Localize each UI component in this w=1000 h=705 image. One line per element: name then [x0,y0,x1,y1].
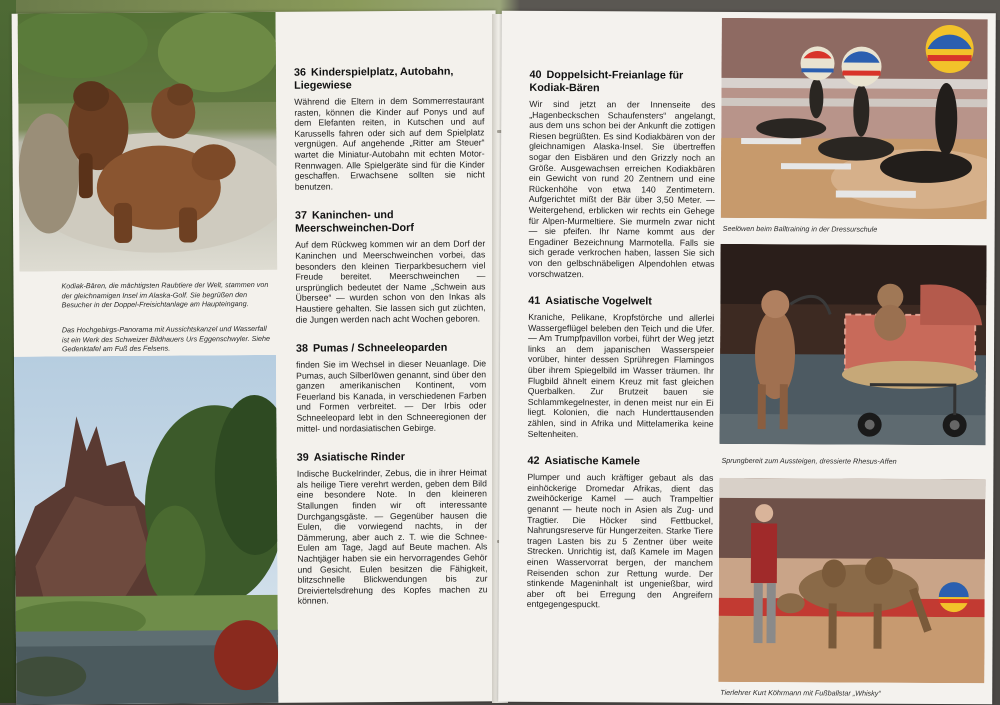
section-42-text: Plumper und auch kräftiger gebaut als das einhöckerige Dromedar Afrikas, dient das zweihöckerige Kamel — auch Trampeltier genannt — heute noch in Asien als Zug- und Tragtier. Die Höcker sind Fettbuckel, Nahrungsreserve für Hungerzeiten. Starke Tiere tragen Lasten bis zu 5 Zentner über weite Strecken. Unrichtig ist, daß Kamele im Magen einen Wasservorrat bergen, der manchem Reisenden schon zur Rettung wurde. Der stinkende Mageninhalt ist ungenießbar, wird aber oft bei Erregung den Angreifern entgegengespuckt. [526,472,714,610]
section-36-text: Während die Eltern in dem Sommerrestaurant rasten, können die Kinder auf Ponys und auf dem Elefanten reiten, in Kutschen und auf Karussells fahren oder sich auf dem Spielplatz vergnügen. Auf angehende „Ritter am Steuer“ wartet die Miniatur-Autobahn mit echten Motor-Rennwagen. Alle Spielgeräte sind für die Kinder geschaffen. Erwachsene sollten sie nicht benutzen. [294,95,485,192]
section-38-title: 38 Pumas / Schneeleoparden [295,341,448,355]
section-36 [294,65,485,192]
bears-caption: Kodiak-Bären, die mächtigsten Raubtiere der Welt, stammen von der gleichnamigen Insel im Alaska-Golf. Sie begrüßen den Besucher in der Doppel-Freisichtanlage am Haupteingang. [61,279,269,310]
trainer-caption: Tierlehrer Kurt Köhrmann mit Fußballstar „Whisky“ [720,687,881,698]
section-38-text: finden Sie im Wechsel in dieser Neuanlage. Die Pumas, auch Silberlöwen genannt, sind über den ganzen amerikanischen Kontinent, vom Feuerland bis Kanada, in verschiedenen Farben und Formen verbreitet. — Der Irbis oder Schneeleopard lebt in den Schneeregionen der mittel- und nordasiatischen Gebirge. [296,358,487,434]
right-page [498,11,996,705]
section-39-title: 39 Asiatische Rinder [296,451,405,464]
section-40-title: 40 Doppelsicht-Freianlage für Kodiak-Bären [529,68,684,95]
section-41 [528,295,715,440]
section-37 [295,209,486,325]
section-40 [528,69,715,280]
left-text-column [294,65,488,606]
section-37-text: Auf dem Rückweg kommen wir an dem Dorf der Kaninchen und Meerschweinchen vorbei, das besonders den kleinen Tierparkbesuchern viel Freude bereitet. Meerschweinchen — ursprünglich bedeutet der Name „Schwein aus Übersee“ — wurden schon von den Inkas als Haustiere gehalten. Sie lassen sich gut züchten, die Jungen werden nach acht Wochen geboren. [295,238,486,325]
bears-photo [18,12,278,272]
section-38 [296,341,487,433]
monkeys-caption: Sprungbereit zum Aussteigen, dressierte Rhesus-Affen [721,455,897,466]
section-36-title: 36 Kinderspielplatz, Autobahn, Liegewiese [293,65,454,92]
right-text-column [527,69,716,611]
panorama-caption: Das Hochgebirgs-Panorama mit Aussichtskanzel und Wasserfall ist ein Werk des Schweizer Bildhauers Urs Eggenschwyler. Siehe Gedenktafel am Fuß des Felsens. [61,323,271,354]
left-page [12,10,501,704]
sealions-photo [721,18,988,219]
section-37-title: 37 Kaninchen- und Meerschweinchen-Dorf [294,209,414,236]
trainer-photo [718,478,985,683]
sealions-caption: Seelöwen beim Balltraining in der Dressurschule [722,223,878,234]
section-40-text: Wir sind jetzt an der Innenseite des „Hagenbeckschen Schaufensters“ angelangt, aus dem uns schon bei der Ankunft die zottigen Riesen begrüßten. Es sind Kodiakbären von der gleichnamigen Alaska-Insel. Sie übertreffen sogar den Eisbären und den Grizzly noch an Größe. Ausgewachsen erreichen Kodiakbären ein Gewicht von rund 20 Zentnern und eine Rückenhöhe von etwa 140 Zentimetern. Aufgerichtet mißt der Bär über 3,50 Meter. — Weitergehend, erblicken wir rechts ein Gehege für Alpen-Murmeltiere. Sie murmeln zwar nicht — sie pfeifen. Ihr Name kommt aus der Engadiner Bezeichnung Marmotella. Falls sie sich gerade verkrochen haben, lassen Sie sich von den gelbschnäbeligen Alpendohlen etwas vorschwatzen. [528,98,716,279]
section-39 [297,451,488,607]
section-39-text: Indische Buckelrinder, Zebus, die in ihrer Heimat als heilige Tiere verehrt werden, geben dem Bild eine besondere Note. In den kleineren Stallungen finden wir oft interessante Durchgangsgäste. — Gegenüber hausen die Eulen, die vorwiegend nachts, in der Dämmerung, aber auch z. T. wie die Schnee-Eulen am Tage, Jagd auf Beute machen. Als Nachtjäger haben sie ein hervorragendes Gehör und Gesicht. Eulen besitzen die Fähigkeit, blitzschnelle Blickwendungen bis zur Dreiviertelsdrehung des Kopfes machen zu können. [296,467,488,607]
section-41-title: 41 Asiatische Vogelwelt [528,294,652,308]
section-42-title: 42 Asiatische Kamele [527,455,640,468]
section-42 [527,455,714,611]
section-41-text: Kraniche, Pelikane, Kropfstörche und allerlei Wassergeflügel beleben den Teich und die Ufer. — Am Trumpfpavillon vorbei, führt der Weg jetzt links an dem japanischen Wasserspeier vorüber, hinter dessen Sprühregen Flamingos über ihrem Spiegelbild im Wasser träumen. Ihr Flugbild ähnelt einem Kreuz mit fast gleichen Querbalken. Zur Brutzeit bauen sie Schlammkegelnester, in denen meist nur ein Ei liegt. Kolonien, die nach Hunderttausenden zählen, sind in Afrika und Mittelamerika keine Seltenheiten. [527,311,715,439]
panorama-photo [14,355,278,705]
monkeys-photo [720,244,987,445]
